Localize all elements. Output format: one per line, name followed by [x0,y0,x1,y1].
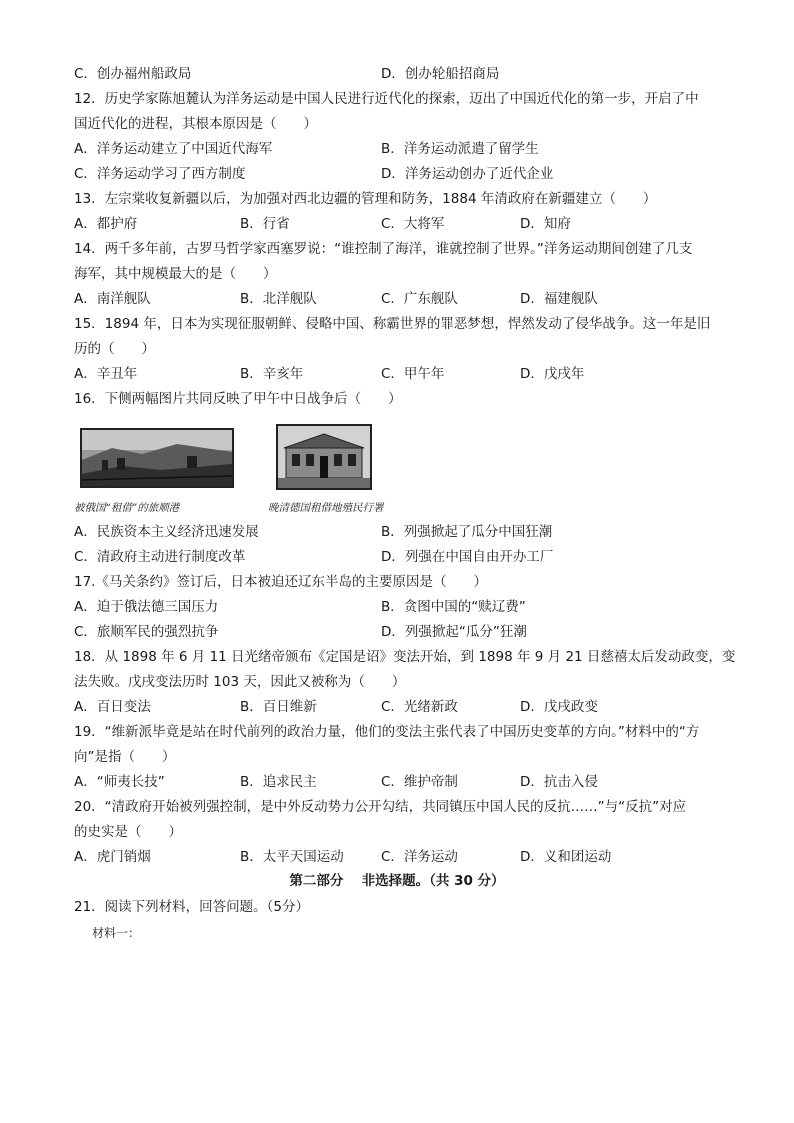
lushun-port-caption: 被俄国“租借”的旅顺港 [74,502,180,514]
lushun-port-photo [80,428,234,488]
q20-stem-line1: 20．“清政府开始被列强控制，是中外反动势力公开勾结，共同镇压中国人民的反抗……”与“反抗”对应 [74,799,687,815]
colonial-office-caption: 晚清德国租借地殖民行署 [268,502,384,514]
q14-stem-line1: 14．两千多年前，古罗马哲学家西塞罗说：“谁控制了海洋，谁就控制了世界。”洋务运动期间创建了几支 [74,241,693,257]
q14-option-a: A．南洋舰队 [74,291,151,307]
q11-option-d: D．创办轮船招商局 [381,66,500,82]
q16-option-b: B．列强掀起了瓜分中国狂潮 [381,524,553,540]
q20-stem-line2: 的史实是（ ） [74,824,182,840]
q14-option-b: B．北洋舰队 [240,291,317,307]
q20-option-a: A．虎门销烟 [74,849,151,865]
q16-stem-line1: 16．下侧两幅图片共同反映了甲午中日战争后（ ） [74,391,402,407]
q18-stem-line1: 18．从 1898 年 6 月 11 日光绪帝颁布《定国是诏》变法开始，到 1898 年 9 月 21 日慈禧太后发动政变，变 [74,649,736,665]
q15-option-d: D．戊戌年 [520,366,585,382]
q19-stem-line2: 向”是指（ ） [74,749,176,765]
q12-stem-line1: 12．历史学家陈旭麓认为洋务运动是中国人民进行近代化的探索，迈出了中国近代化的第一步，开启了中 [74,91,699,107]
german-colonial-office-photo [276,424,372,490]
q13-option-a: A．都护府 [74,216,138,232]
q16-option-a: A．民族资本主义经济迅速发展 [74,524,259,540]
q13-option-d: D．知府 [520,216,571,232]
q17-stem-line1: 17.《马关条约》签订后，日本被迫还辽东半岛的主要原因是（ ） [74,574,487,590]
q12-stem-line2: 国近代化的进程，其根本原因是（ ） [74,116,317,132]
q18-option-a: A．百日变法 [74,699,151,715]
lushun-port-illustration [82,430,232,486]
q18-stem-line2: 法失败。戊戌变法历时 103 天，因此又被称为（ ） [74,674,406,690]
q19-option-a: A．“师夷长技” [74,774,165,790]
q14-stem-line2: 海军，其中规模最大的是（ ） [74,266,277,282]
q17-option-d: D．列强掀起“瓜分”狂潮 [381,624,527,640]
q18-option-c: C．光绪新政 [381,699,458,715]
q20-option-d: D．义和团运动 [520,849,612,865]
q17-option-a: A．迫于俄法德三国压力 [74,599,219,615]
q15-option-b: B．辛亥年 [240,366,304,382]
q20-option-b: B．太平天国运动 [240,849,344,865]
q19-stem-line1: 19．“维新派毕竟是站在时代前列的政治力量，他们的变法主张代表了中国历史变革的方向。”材料中的“方 [74,724,700,740]
q12-option-b: B．洋务运动派遣了留学生 [381,141,539,157]
q12-option-a: A．洋务运动建立了中国近代海军 [74,141,273,157]
q15-stem-line1: 15．1894 年，日本为实现征服朝鲜、侵略中国、称霸世界的罪恶梦想，悍然发动了侵华战争。这一年是旧 [74,316,711,332]
section-two-heading: 第二部分 非选择题。（共 30 分） [289,873,505,889]
q12-option-c: C．洋务运动学习了西方制度 [74,166,246,182]
q19-option-b: B．追求民主 [240,774,317,790]
q14-option-c: C．广东舰队 [381,291,458,307]
q21-material-label: 材料一： [92,926,141,940]
q11-option-c: C．创办福州船政局 [74,66,192,82]
q20-option-c: C．洋务运动 [381,849,458,865]
q13-option-b: B．行省 [240,216,290,232]
q15-option-a: A．辛丑年 [74,366,138,382]
q14-option-d: D．福建舰队 [520,291,598,307]
q21-stem-line1: 21．阅读下列材料，回答问题。（5分） [74,899,310,915]
q18-option-d: D．戊戌政变 [520,699,598,715]
q16-option-c: C．清政府主动进行制度改革 [74,549,246,565]
q15-stem-line2: 历的（ ） [74,341,155,357]
q19-option-d: D．抗击入侵 [520,774,598,790]
colonial-office-illustration [278,426,370,488]
q18-option-b: B．百日维新 [240,699,317,715]
q12-option-d: D．洋务运动创办了近代企业 [381,166,554,182]
q19-option-c: C．维护帝制 [381,774,458,790]
q17-option-c: C．旅顺军民的强烈抗争 [74,624,219,640]
q15-option-c: C．甲午年 [381,366,445,382]
q17-option-b: B．贪图中国的“赎辽费” [381,599,526,615]
q13-stem-line1: 13．左宗棠收复新疆以后，为加强对西北边疆的管理和防务，1884 年清政府在新疆建立（ ） [74,191,657,207]
q16-option-d: D．列强在中国自由开办工厂 [381,549,554,565]
q13-option-c: C．大将军 [381,216,445,232]
